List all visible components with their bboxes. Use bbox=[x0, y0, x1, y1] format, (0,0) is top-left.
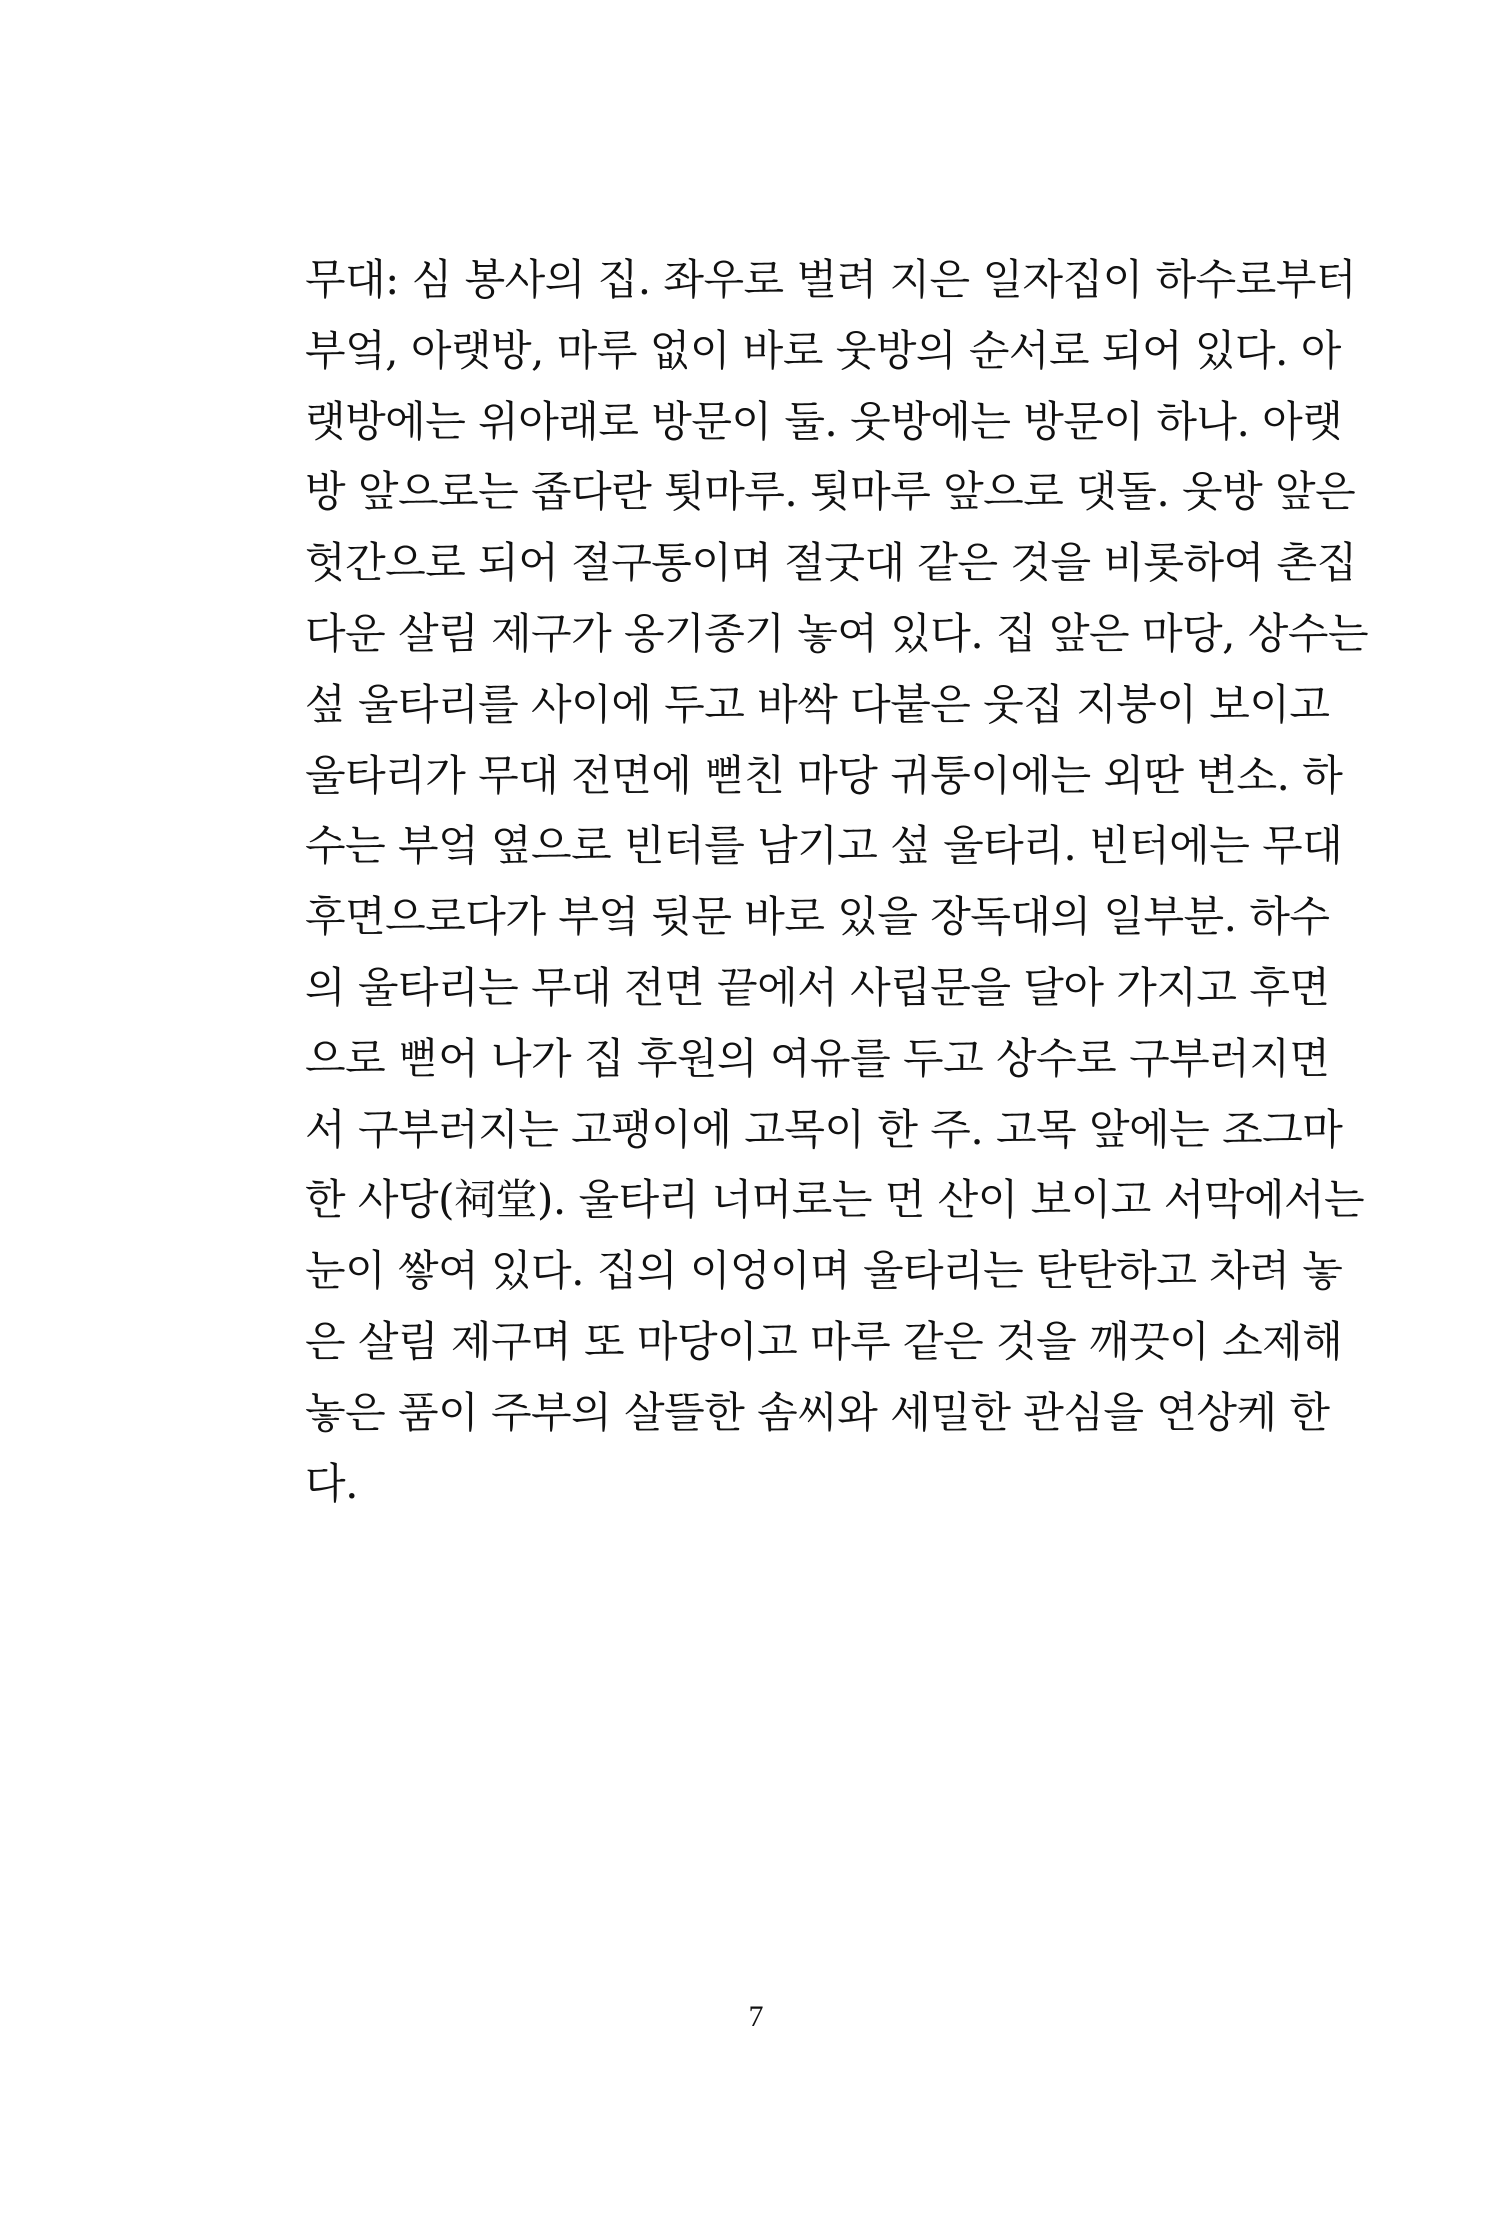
stage-direction-paragraph bbox=[305, 250, 1369, 1524]
text-line: 눈이 쌓여 있다. 집의 이엉이며 울타리는 탄탄하고 차려 놓 bbox=[305, 1246, 1343, 1296]
page-number: 7 bbox=[748, 2000, 764, 2033]
text-line: 랫방에는 위아래로 방문이 둘. 웃방에는 방문이 하나. 아랫 bbox=[305, 396, 1343, 446]
text-line: 다운 살림 제구가 옹기종기 놓여 있다. 집 앞은 마당, 상수는 bbox=[305, 608, 1369, 658]
text-line: 은 살림 제구며 또 마당이고 마루 같은 것을 깨끗이 소제해 bbox=[305, 1316, 1343, 1366]
text-line: 울타리가 무대 전면에 뻗친 마당 귀퉁이에는 외딴 변소. 하 bbox=[305, 750, 1343, 800]
text-line: 방 앞으로는 좁다란 툇마루. 툇마루 앞으로 댓돌. 웃방 앞은 bbox=[305, 467, 1356, 517]
text-line: 서 구부러지는 고팽이에 고목이 한 주. 고목 앞에는 조그마 bbox=[305, 1104, 1343, 1154]
text-line: 부엌, 아랫방, 마루 없이 바로 웃방의 순서로 되어 있다. 아 bbox=[305, 325, 1341, 375]
text-line: 수는 부엌 옆으로 빈터를 남기고 섶 울타리. 빈터에는 무대 bbox=[305, 821, 1343, 871]
text-line: 으로 뻗어 나가 집 후원의 여유를 두고 상수로 구부러지면 bbox=[305, 1033, 1330, 1083]
text-line: 의 울타리는 무대 전면 끝에서 사립문을 달아 가지고 후면 bbox=[305, 962, 1330, 1012]
text-line: 헛간으로 되어 절구통이며 절굿대 같은 것을 비롯하여 촌집 bbox=[305, 538, 1357, 588]
text-line: 섶 울타리를 사이에 두고 바싹 다붙은 웃집 지붕이 보이고 bbox=[305, 679, 1330, 729]
text-line: 후면으로다가 부엌 뒷문 바로 있을 장독대의 일부분. 하수 bbox=[305, 892, 1330, 942]
text-line-final: 다. bbox=[305, 1458, 358, 1508]
text-line: 무대: 심 봉사의 집. 좌우로 벌려 지은 일자집이 하수로부터 bbox=[305, 255, 1356, 304]
text-line: 놓은 품이 주부의 살뜰한 솜씨와 세밀한 관심을 연상케 한 bbox=[305, 1387, 1330, 1437]
text-line: 한 사당(祠堂). 울타리 너머로는 먼 산이 보이고 서막에서는 bbox=[305, 1175, 1365, 1225]
